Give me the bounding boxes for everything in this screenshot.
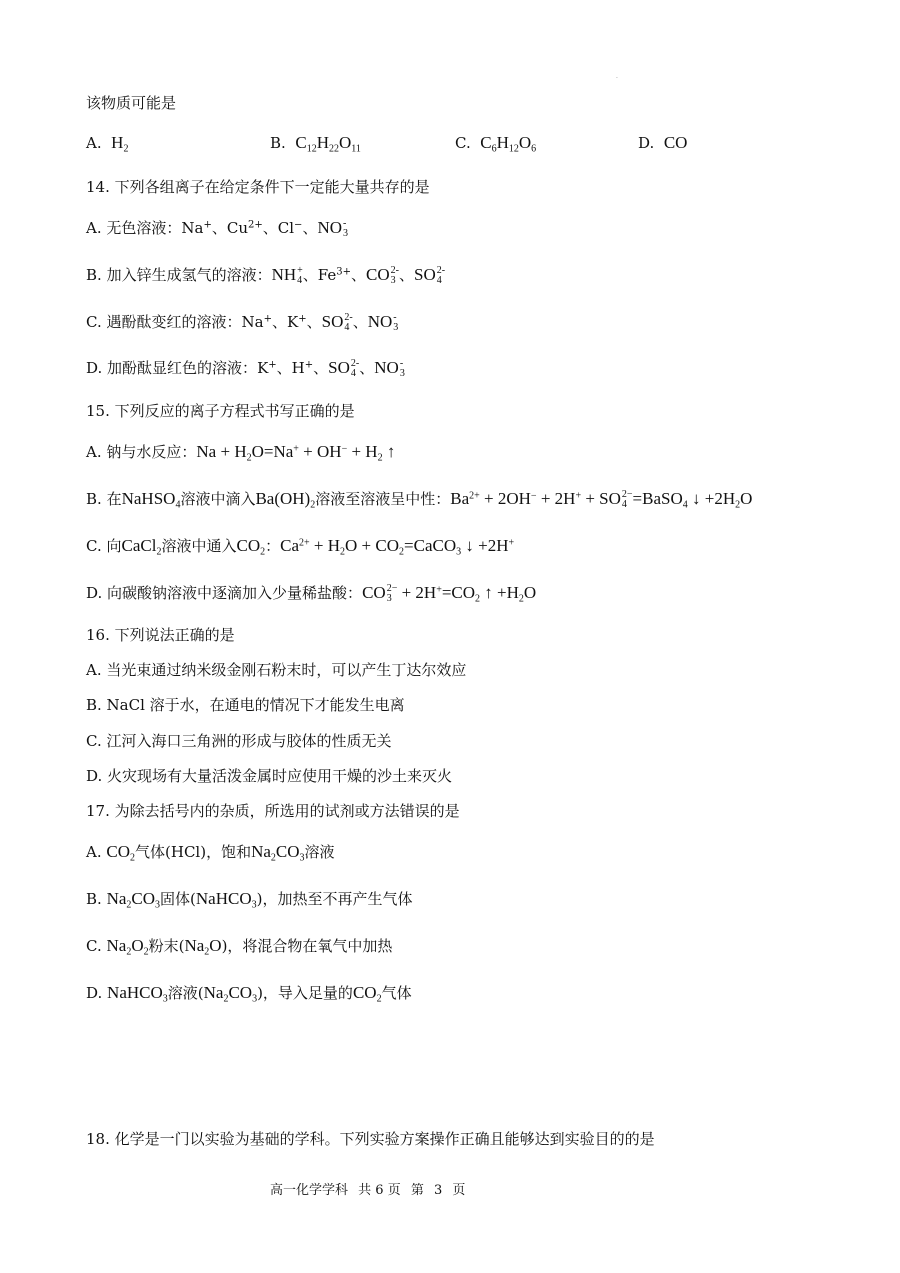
formula-h2: $H_2$: [111, 133, 129, 155]
q13-intro: 该物质可能是: [86, 94, 177, 112]
scan-speck: ·: [616, 75, 618, 82]
page-footer: [270, 1179, 471, 1198]
q15-option-d[interactable]: D. 向碳酸钠溶液中逐滴加入少量稀盐酸：CO 2− 3 + $2H^+=CO_2$ ↑ $+H_2O$: [86, 583, 537, 605]
q16-option-b[interactable]: B. NaCl 溶于水，在通电的情况下才能发生电离: [86, 696, 405, 714]
q14-option-a[interactable]: A. 无色溶液：Na+、$Cu^{2+}$、Cl−、NO - 3: [86, 218, 349, 240]
q14-d-ions: K+、H+、SO 2- 4 、NO - 3: [257, 358, 405, 380]
q15-option-c[interactable]: C. 向CaCl$_2$溶液中通入$CO_2$：$Ca^{2+} + H_2O$ + $CO_2=CaCO_3$ ↓ +2H+: [86, 536, 515, 558]
q16-option-a[interactable]: A. 当光束通过纳米级金刚石粉末时，可以产生丁达尔效应: [86, 661, 467, 679]
q13-option-d[interactable]: D. CO: [638, 133, 688, 152]
q14-c-ions: Na+、K+、SO 2- 4 、NO - 3: [241, 312, 399, 334]
q14-option-d[interactable]: D. 加酚酞显红色的溶液：K+、H+、SO 2- 4 、NO - 3: [86, 358, 405, 380]
q15-stem: 15. 下列反应的离子方程式书写正确的是: [86, 402, 355, 420]
q16-option-c[interactable]: C. 江河入海口三角洲的形成与胶体的性质无关: [86, 732, 392, 750]
q14-option-b[interactable]: B. 加入锌生成氢气的溶液：NH + 4 、$Fe^{3+}$、CO 2- 3 、SO 2- 4: [86, 265, 446, 287]
q15-option-b[interactable]: B. 在NaHSO$_4$溶液中滴入$Ba(OH)_2$溶液至溶液呈中性：$Ba^{2+} + 2OH^- + 2H^+$ + SO 2− 4 =BaSO$_4$ ↓ $+2H_2O$: [86, 489, 753, 511]
footer-page-prefix: 第: [410, 1183, 424, 1198]
q14-stem: 14. 下列各组离子在给定条件下一定能大量共存的是: [86, 178, 430, 196]
q15-b-equation: $Ba^{2+} + 2OH^- + 2H^+$ + SO 2− 4 =BaSO$_4$ ↓ $+2H_2O$: [450, 489, 753, 511]
q14-b-ions: NH + 4 、$Fe^{3+}$、CO 2- 3 、SO 2- 4: [271, 265, 446, 287]
formula-sucrose: $C_{12}H_{22}O_{11}$: [295, 133, 361, 155]
q16-stem: 16. 下列说法正确的是: [86, 626, 235, 644]
q17-option-c[interactable]: C. $Na_2O_2$粉末$(Na_2O)$，将混合物在氧气中加热: [86, 936, 393, 958]
footer-page-number: 3: [434, 1183, 443, 1198]
footer-page-suffix: 页: [452, 1183, 466, 1198]
q13-option-b[interactable]: B. $C_{12}H_{22}O_{11}$: [270, 133, 361, 155]
q15-a-equation: $Na + H_2O=Na^+ + OH^- + H_2$ ↑: [196, 442, 396, 464]
q15-option-a[interactable]: A. 钠与水反应：$Na + H_2O=Na^+ + OH^- + H_2$ ↑: [86, 442, 396, 464]
q17-option-b[interactable]: B. $Na_2CO_3$固体(NaHCO$_3$)，加热至不再产生气体: [86, 889, 413, 911]
q18-stem: 18. 化学是一门以实验为基础的学科。下列实验方案操作正确且能够达到实验目的的是: [86, 1130, 655, 1148]
q17-option-a[interactable]: A. $CO_2$气体(HCl)，饱和$Na_2CO_3$溶液: [86, 842, 335, 864]
q14-option-c[interactable]: C. 遇酚酞变红的溶液：Na+、K+、SO 2- 4 、NO - 3: [86, 312, 399, 334]
q17-option-d[interactable]: D. NaHCO$_3$溶液$(Na_2CO_3)$，导入足量的$CO_2$气体: [86, 983, 412, 1005]
footer-total: 共 6 页: [358, 1183, 401, 1198]
q14-a-ions: Na+、$Cu^{2+}$、Cl−、NO - 3: [181, 218, 349, 240]
q13-option-c[interactable]: C. $C_6H_{12}O_6$: [455, 133, 537, 155]
formula-glucose: $C_6H_{12}O_6$: [480, 133, 537, 155]
q16-option-d[interactable]: D. 火灾现场有大量活泼金属时应使用干燥的沙土来灭火: [86, 767, 453, 785]
q15-c-equation: $Ca^{2+} + H_2O$ + $CO_2=CaCO_3$ ↓ +2H+: [280, 536, 515, 558]
formula-co: CO: [663, 133, 688, 152]
footer-subject: 高一化学学科: [270, 1183, 349, 1198]
q15-d-equation: CO 2− 3 + $2H^+=CO_2$ ↑ $+H_2O$: [362, 583, 537, 605]
q17-stem: 17. 为除去括号内的杂质，所选用的试剂或方法错误的是: [86, 802, 460, 820]
q13-option-a[interactable]: A. $H_2$: [86, 133, 129, 155]
